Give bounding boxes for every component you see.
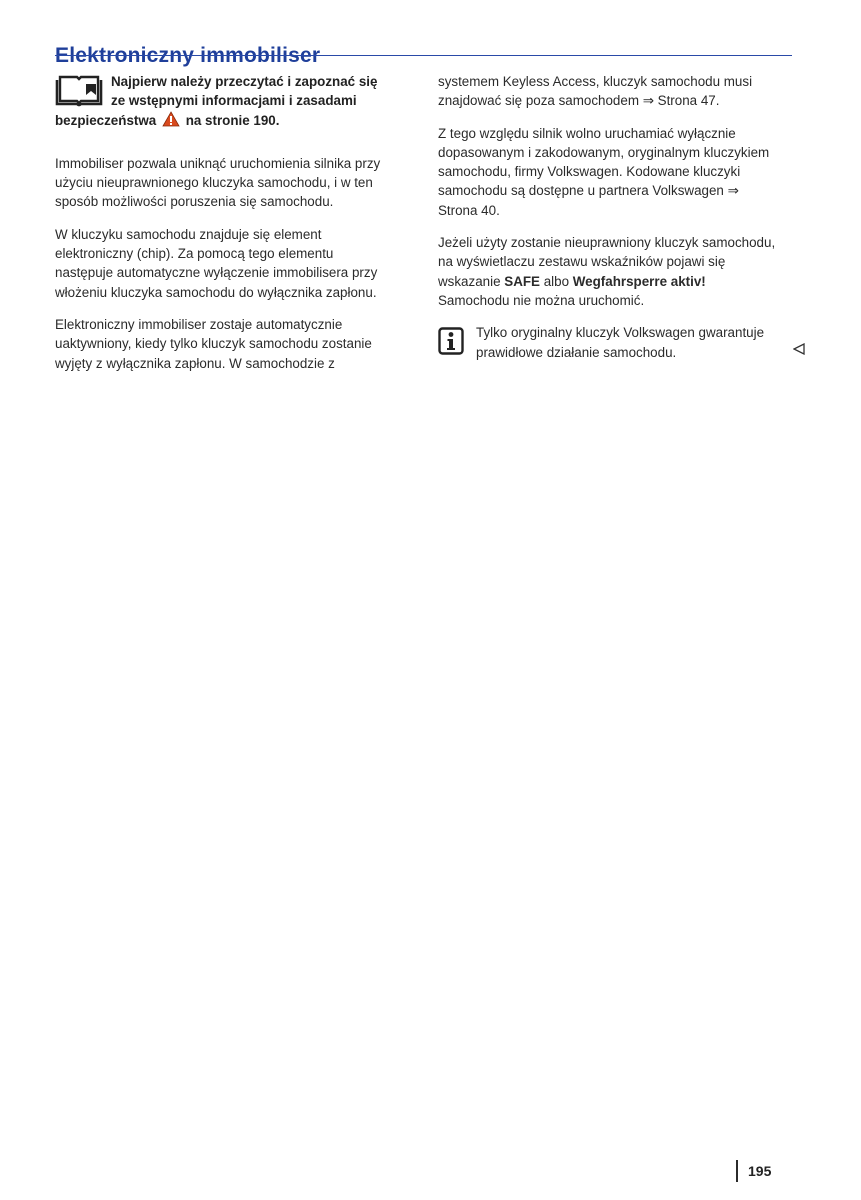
display-message-wegfahrsperre: Wegfahrsperre aktiv! [572,273,706,289]
info-icon [438,327,464,355]
paragraph: Elektroniczny immobiliser zostaje automatycznie uaktywniony, kiedy tylko kluczyk samochodu zostanie wyjęty z wyłącznika zapłonu. W samochodzie z [55,316,372,371]
section-end-triangle-icon [793,343,805,355]
info-note [438,323,778,362]
left-column [55,72,395,386]
page-number: 195 [748,1163,772,1179]
paragraph: W kluczyku samochodu znajduje się element elektroniczny (chip). Za pomocą tego elementu następuje automatyczne wyłączenie immobilisera przy włożeniu kluczyka samochodu do wyłącznika zapłonu. [55,226,378,300]
paragraph-text: systemem Keyless Access, kluczyk samochodu musi znajdować się poza samochodem [438,74,753,109]
paragraph-text: Samochodu nie można uruchomić. [438,292,645,308]
warning-triangle-icon [162,111,180,127]
paragraph [438,72,778,111]
paragraph-text: Jeżeli użyty zostanie nieuprawniony kluczyk samochodu, na wyświetlaczu zestawu wskaźników pojawi się wskazanie [438,235,776,289]
info-note-text: Tylko oryginalny kluczyk Volkswagen gwarantuje prawidłowe działanie samochodu. [476,325,765,360]
cross-reference-link[interactable]: ⇒ Strona 40. [438,183,739,218]
title-divider [55,55,792,56]
page-title: Elektroniczny immobiliser [55,44,321,68]
cross-reference-link[interactable]: ⇒ Strona 47. [642,93,720,109]
safety-notice-text: Najpierw należy przeczytać i zapoznać się ze wstępnymi informacjami i zasadami bezpieczeństwa [55,74,378,128]
paragraph-text: Z tego względu silnik wolno uruchamiać wyłącznie dopasowanym i zakodowanym, oryginalnym kluczykiem samochodu, firmy Volkswagen. Kodowane kluczyki samochodu są dostępne u partnera Volkswagen [438,125,770,199]
right-column [438,72,778,362]
paragraph [438,233,778,310]
page-footer [736,1160,771,1182]
paragraph: Immobiliser pozwala uniknąć uruchomienia silnika przy użyciu nieuprawnionego kluczyka samochodu, i w ten sposób możliwości poruszenia się samochodu. [55,155,381,210]
paragraph-text: albo [543,273,570,289]
display-message-safe: SAFE [504,273,540,289]
page-number-bar [736,1160,738,1182]
paragraph [438,124,778,220]
book-icon [55,74,103,108]
safety-notice [55,72,395,130]
safety-notice-page-ref[interactable]: na stronie 190. [185,112,280,128]
